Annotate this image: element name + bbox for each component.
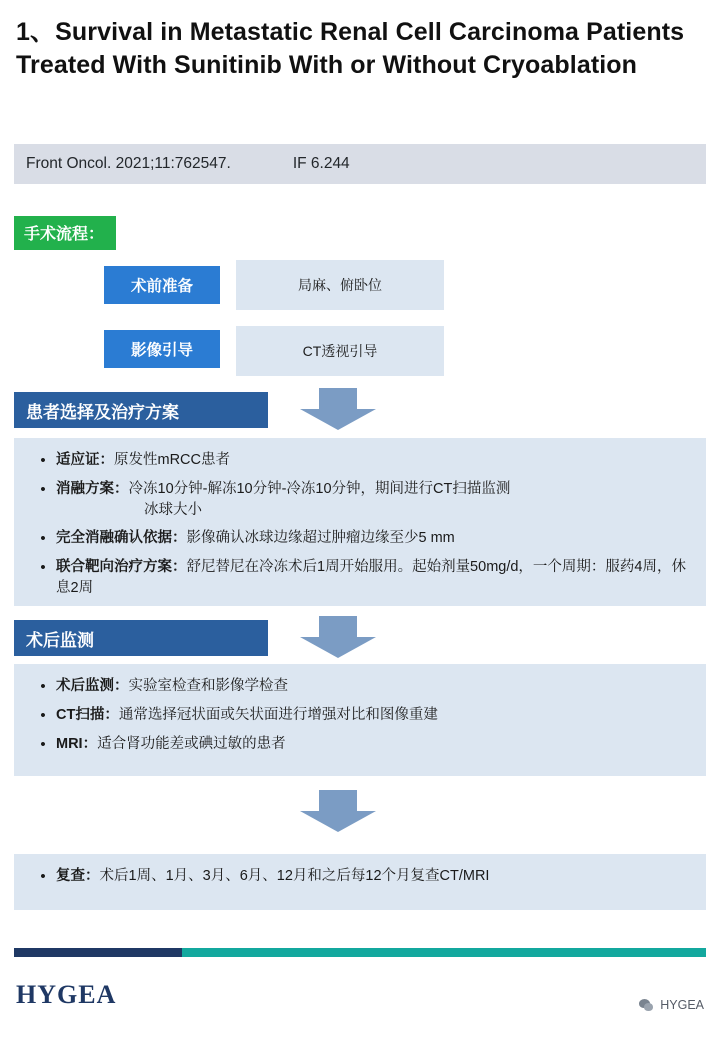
wechat-credit [639, 998, 704, 1012]
bullet-icon: • [40, 558, 46, 576]
bullet-icon: • [40, 706, 46, 724]
wechat-icon [639, 999, 654, 1012]
list-item-text: 原发性mRCC患者 [114, 452, 230, 468]
bullet-icon: • [40, 452, 46, 469]
list-item-text: 实验室检查和影像学检查 [128, 678, 288, 694]
bullet-icon: • [40, 480, 46, 498]
list-item-text: 影像确认冰球边缘超过肿瘤边缘至少5 mm [186, 529, 455, 546]
panel-treatment [14, 438, 706, 606]
list-item-term: MRI： [56, 735, 98, 752]
heading-patient-selection: 患者选择及治疗方案 [14, 392, 268, 428]
list-item-text: 舒尼替尼在冷冻术后1周开始服用。起始剂量50mg/d，一个周期：服药4周，休息2周 [56, 558, 686, 596]
step-detail-preop: 局麻、俯卧位 [236, 260, 444, 310]
list-item-term: 联合靶向治疗方案： [56, 558, 187, 575]
step-label-preop: 术前准备 [104, 266, 220, 304]
list-item [30, 705, 690, 727]
panel-followup [14, 854, 706, 910]
list-item-term: 消融方案： [56, 480, 129, 497]
bullet-icon: • [40, 529, 46, 547]
bullet-icon: • [40, 678, 46, 695]
heading-post-monitoring: 术后监测 [14, 620, 268, 656]
bullet-icon: • [40, 868, 46, 885]
list-item-term: 完全消融确认依据： [56, 529, 187, 546]
list-item [30, 866, 690, 888]
down-arrow-icon [300, 616, 376, 658]
list-item-text: 冷冻10分钟-解冻10分钟-冷冻10分钟，期间进行CT扫描监测 [128, 480, 511, 497]
page-title: 1、Survival in Metastatic Renal Cell Carcinoma Patients Treated With Sunitinib With or Without Cryoablation [16, 18, 685, 79]
list-item [30, 676, 690, 698]
brand-logo: HYGEA [16, 980, 117, 1009]
list-item [30, 479, 690, 521]
step-detail-imaging: CT透视引导 [236, 326, 444, 376]
list-item [30, 528, 690, 550]
list-item [30, 557, 690, 599]
citation-source: Front Oncol. 2021;11:762547. [26, 155, 231, 172]
list-item [30, 450, 690, 472]
section-label-procedure: 手术流程： [14, 216, 116, 250]
down-arrow-icon [300, 790, 376, 832]
footer-divider [14, 948, 706, 957]
list-item-text: 适合肾功能差或碘过敏的患者 [97, 735, 286, 752]
list-item-text-continued: 冰球大小 [144, 501, 202, 518]
list-item-term: 复查： [56, 868, 100, 884]
bullet-icon: • [40, 735, 46, 753]
list-item-term: CT扫描： [56, 706, 119, 723]
down-arrow-icon [300, 388, 376, 430]
step-label-imaging: 影像引导 [104, 330, 220, 368]
list-item-text: 通常选择冠状面或矢状面进行增强对比和图像重建 [118, 706, 438, 723]
list-item-term: 适应证： [56, 452, 114, 468]
panel-monitoring [14, 664, 706, 776]
list-item-text: 术后1周、1月、3月、6月、12月和之后每12个月复查CT/MRI [99, 868, 490, 884]
wechat-label: HYGEA [660, 998, 704, 1012]
list-item-term: 术后监测： [56, 678, 129, 694]
citation-bar [14, 144, 706, 184]
citation-impact-factor: IF 6.244 [292, 155, 350, 172]
list-item [30, 734, 690, 756]
